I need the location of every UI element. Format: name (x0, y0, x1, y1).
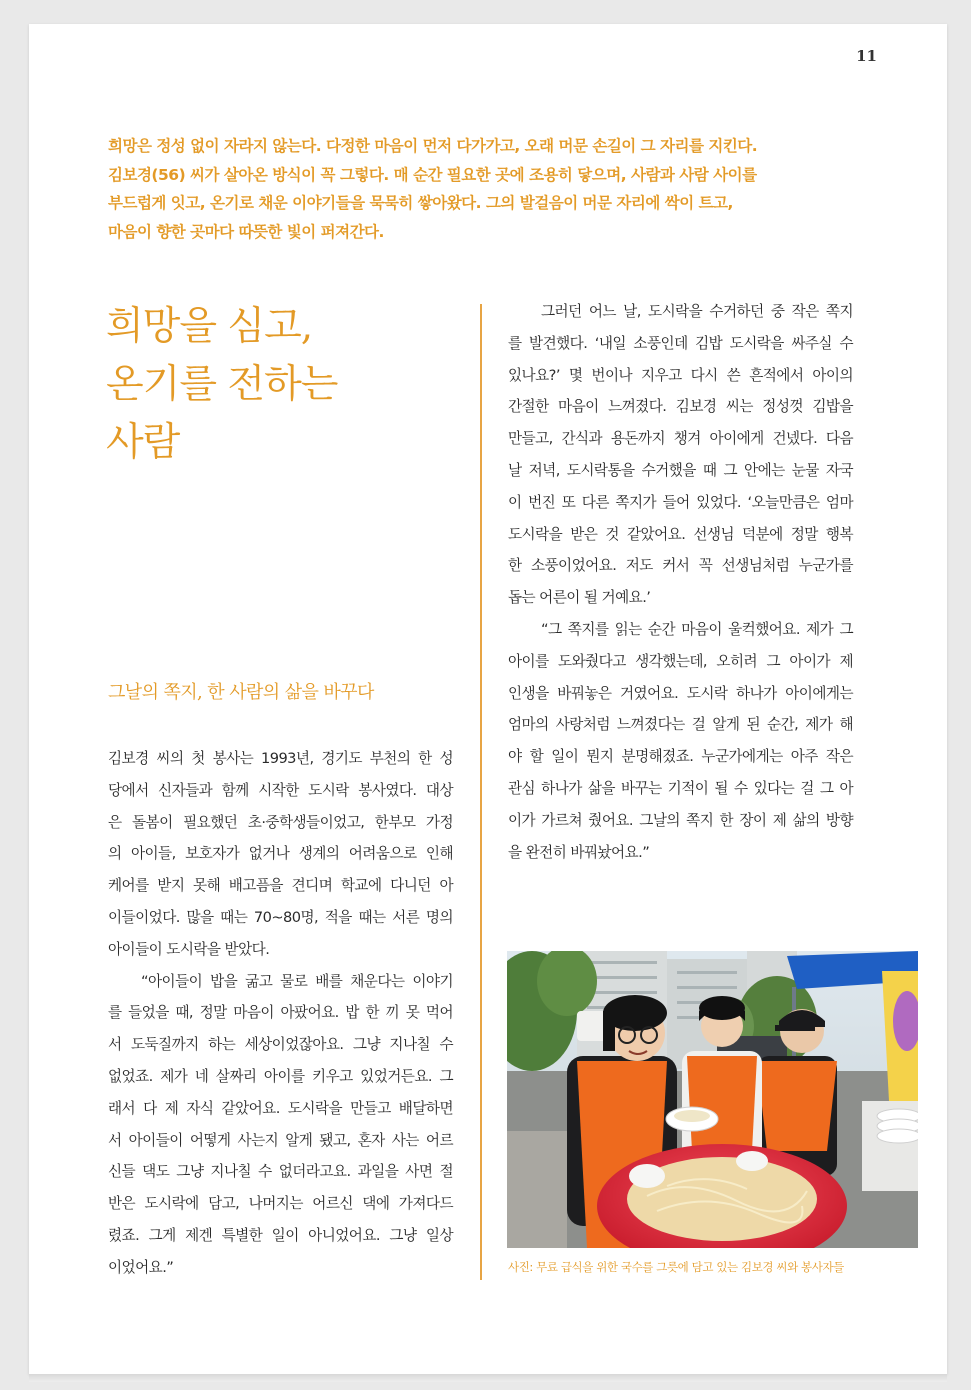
body-line: 아이를 도와줬다고 생각했는데, 오히려 그 아이가 제 (508, 652, 853, 670)
body-line: 당에서 신자들과 함께 시작한 도시락 봉사였다. 대상 (108, 781, 453, 799)
body-line: 렸죠. 그게 제겐 특별한 일이 아니었어요. 그냥 일상 (108, 1226, 453, 1244)
lead-line: 부드럽게 잇고, 온기로 채운 이야기들을 묵묵히 쌓아왔다. 그의 발걸음이 머문 자리에 싹이 트고, (108, 194, 733, 212)
body-line: 없었죠. 제가 네 살짜리 아이를 키우고 있었거든요. 그 (108, 1067, 453, 1085)
headline-line: 온기를 전하는 (106, 362, 338, 407)
body-line: 이었어요.” (108, 1258, 174, 1276)
lead-line: 김보경(56) 씨가 살아온 방식이 꼭 그렇다. 매 순간 필요한 곳에 조용히 닿으며, 사람과 사람 사이를 (108, 165, 757, 184)
column-divider (480, 304, 482, 1280)
headline-line: 사람 (106, 420, 180, 465)
body-line: 아이들이 도시락을 받았다. (108, 940, 270, 958)
lead-paragraph (108, 132, 808, 246)
volunteer-photo-illustration (507, 951, 918, 1248)
lead-line: 희망은 정성 없이 자라지 않는다. 다정한 마음이 먼저 다가가고, 오래 머문 손길이 그 자리를 지킨다. (108, 137, 758, 155)
article-headline (106, 298, 466, 472)
body-line: 서 아이들이 어떻게 사는지 알게 됐고, 혼자 사는 어르 (108, 1131, 453, 1149)
body-line: 만들고, 간식과 용돈까지 챙겨 아이에게 건넸다. 다음 (508, 430, 853, 448)
body-line: 반은 도시락에 담고, 나머지는 어르신 댁에 가져다드 (108, 1195, 453, 1213)
volunteer-photo (507, 951, 918, 1248)
body-line: 이 번진 또 다른 쪽지가 들어 있었다. ‘오늘만큼은 엄마 (508, 493, 853, 511)
body-line: 의 아이들, 보호자가 없거나 생계의 어려움으로 인해 (108, 845, 453, 863)
headline-line: 희망을 심고, (106, 304, 313, 349)
page-number: 11 (856, 47, 877, 65)
lead-line: 마음이 향한 곳마다 따뜻한 빛이 퍼져간다. (108, 222, 384, 241)
left-body-column (108, 743, 453, 1284)
body-line: 관심 하나가 삶을 바꾸는 기적이 될 수 있다는 걸 그 아 (508, 779, 853, 797)
body-line: 서 도둑질까지 하는 세상이었잖아요. 그냥 지나칠 수 (108, 1036, 453, 1054)
body-line: 엄마의 사랑처럼 느껴졌다는 걸 알게 된 순간, 제가 해 (508, 716, 853, 734)
body-line: “아이들이 밥을 굶고 물로 배를 채운다는 이야기 (141, 972, 453, 990)
body-line: 인생을 바꿔놓은 거였어요. 도시락 하나가 아이에게는 (508, 684, 853, 702)
body-line: 도시락을 받은 것 같았어요. 선생님 덕분에 정말 행복 (508, 525, 853, 543)
body-line: 을 완전히 바꿔놨어요.” (508, 843, 650, 861)
body-line: 신들 댁도 그냥 지나칠 수 없더라고요. 과일을 사면 절 (108, 1163, 453, 1181)
body-line: 있나요?’ 몇 번이나 지우고 다시 쓴 흔적에서 아이의 (508, 366, 853, 384)
body-line: “그 쪽지를 읽는 순간 마음이 울컥했어요. 제가 그 (541, 620, 853, 638)
body-line: 그러던 어느 날, 도시락을 수거하던 중 작은 쪽지 (541, 303, 853, 320)
body-line: 간절한 마음이 느껴졌다. 김보경 씨는 정성껏 김밥을 (508, 398, 853, 416)
body-line: 래서 다 제 자식 같았어요. 도시락을 만들고 배달하면 (108, 1099, 453, 1117)
photo-caption: 사진: 무료 급식을 위한 국수를 그릇에 담고 있는 김보경 씨와 봉사자들 (508, 1260, 844, 1274)
section-subheading: 그날의 쪽지, 한 사람의 삶을 바꾸다 (108, 682, 374, 703)
body-line: 이가 가르쳐 줬어요. 그날의 쪽지 한 장이 제 삶의 방향 (508, 811, 853, 829)
body-line: 케어를 받지 못해 배고픔을 견디며 학교에 다니던 아 (108, 877, 453, 895)
body-line: 야 할 일이 뭔지 분명해졌죠. 누군가에게는 아주 작은 (508, 748, 853, 766)
body-line: 이들이었다. 많을 때는 70~80명, 적을 때는 서른 명의 (108, 908, 453, 926)
body-line: 김보경 씨의 첫 봉사는 1993년, 경기도 부천의 한 성 (108, 750, 453, 767)
body-line: 돕는 어른이 될 거예요.’ (508, 589, 651, 607)
body-line: 날 저녁, 도시락통을 수거했을 때 그 안에는 눈물 자국 (508, 461, 853, 479)
body-line: 은 돌봄이 필요했던 초·중학생들이었고, 한부모 가정 (108, 813, 453, 831)
page-edge-shadow (29, 1374, 947, 1382)
body-line: 를 발견했다. ‘내일 소풍인데 김밥 도시락을 싸주실 수 (508, 334, 853, 352)
right-body-column (508, 296, 853, 868)
body-line: 한 소풍이었어요. 저도 커서 꼭 선생님처럼 누군가를 (508, 557, 853, 575)
body-line: 를 들었을 때, 정말 마음이 아팠어요. 밥 한 끼 못 먹어 (108, 1004, 453, 1022)
